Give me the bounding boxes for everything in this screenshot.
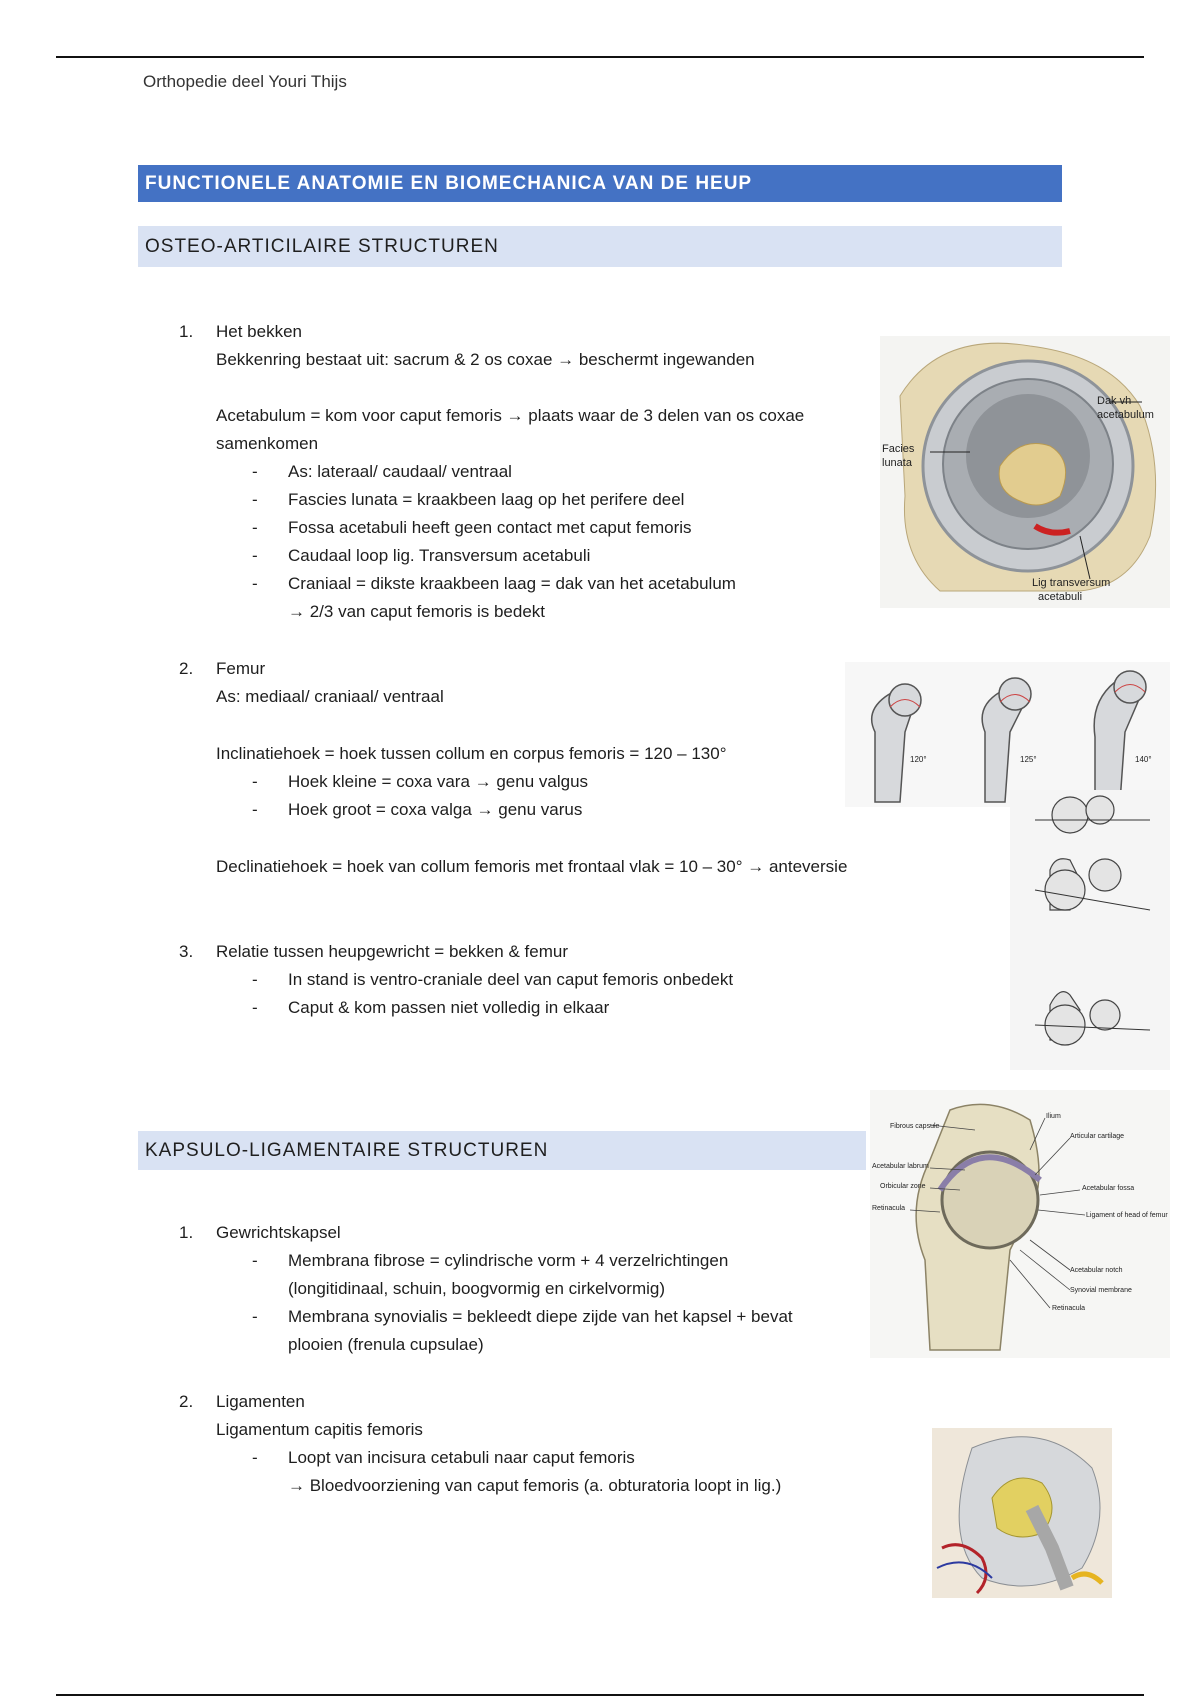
item-title: Gewrichtskapsel [216, 1223, 341, 1242]
section-heading-kapsulo: KAPSULO-LIGAMENTAIRE STRUCTUREN [138, 1131, 866, 1170]
bullet-dash: - [252, 772, 258, 791]
capsule-label: Orbicular zone [880, 1183, 926, 1190]
section-heading-osteo: OSTEO-ARTICILAIRE STRUCTUREN [138, 226, 1062, 267]
capsule-label: Ilium [1046, 1113, 1061, 1120]
bullet-dash: - [252, 1251, 258, 1270]
label-roof-2: acetabulum [1097, 409, 1154, 421]
bullet-dash: - [252, 574, 258, 593]
capsule-figure [870, 1090, 1170, 1358]
bullet-dash: - [252, 490, 258, 509]
item-title: Het bekken [216, 322, 302, 341]
bullet-text: Craniaal = dikste kraakbeen laag = dak van het acetabulum [288, 574, 736, 593]
bullet-text: Membrana synovialis = bekleedt diepe zijde van het kapsel + bevat [288, 1307, 793, 1326]
bullet-dash: - [252, 462, 258, 481]
item-title: Ligamenten [216, 1392, 305, 1411]
bullet-text: Hoek kleine = coxa vara → genu valgus [288, 772, 589, 791]
ligament-figure [932, 1428, 1112, 1598]
capsule-label: Acetabular labrum [872, 1163, 929, 1170]
bullet-text: Fascies lunata = kraakbeen laag op het perifere deel [288, 490, 685, 509]
bottom-rule [56, 1694, 1144, 1696]
bullet-dash: - [252, 546, 258, 565]
bullet-text: Caput & kom passen niet volledig in elkaar [288, 998, 610, 1017]
bullet-text: Hoek groot = coxa valga → genu varus [288, 800, 583, 819]
capsule-label: Ligament of head of femur [1086, 1212, 1168, 1219]
top-rule [56, 56, 1144, 58]
text-line: Bekkenring bestaat uit: sacrum & 2 os coxae → beschermt ingewanden [216, 350, 755, 369]
capsule-label: Synovial membrane [1070, 1287, 1132, 1294]
capsule-label: Retinacula [872, 1205, 906, 1212]
item-title: Femur [216, 659, 266, 678]
item-title: Relatie tussen heupgewricht = bekken & femur [216, 942, 569, 961]
bullet-text: As: lateraal/ caudaal/ ventraal [288, 462, 512, 481]
bullet-text: Loopt van incisura cetabuli naar caput femoris [288, 1448, 635, 1467]
bullet-dash: - [252, 800, 258, 819]
bullet-text: Membrana fibrose = cylindrische vorm + 4 verzelrichtingen [288, 1251, 729, 1270]
angle-label: 140° [1135, 755, 1152, 764]
bullet-dash: - [252, 1307, 258, 1326]
hip-relation-figure [1010, 790, 1170, 1070]
capsule-label: Articular cartilage [1070, 1133, 1125, 1140]
list-number: 2. [179, 1392, 194, 1411]
label-roof-1: Dak vh [1097, 395, 1132, 407]
bullet-continuation: → 2/3 van caput femoris is bedekt [288, 602, 546, 621]
bullet-dash: - [252, 1448, 258, 1467]
bullet-continuation: → Bloedvoorziening van caput femoris (a. obturatoria loopt in lig.) [288, 1476, 782, 1495]
text-line: Acetabulum = kom voor caput femoris → plaats waar de 3 delen van os coxae [216, 406, 805, 425]
angle-label: 120° [910, 755, 927, 764]
text-line: Inclinatiehoek = hoek tussen collum en corpus femoris = 120 – 130° [216, 744, 727, 763]
capsule-label: Acetabular notch [1070, 1267, 1123, 1274]
femur-angles-figure [845, 662, 1170, 807]
label-lig-1: Lig transversum [1032, 577, 1111, 589]
bullet-dash: - [252, 970, 258, 989]
list-number: 1. [179, 1223, 194, 1242]
text-line: samenkomen [216, 434, 319, 453]
label-lig-2: acetabuli [1038, 591, 1083, 603]
bullet-text: In stand is ventro-craniale deel van caput femoris onbedekt [288, 970, 734, 989]
label-facies-1: Facies [882, 443, 915, 455]
bullet-continuation: (longitidinaal, schuin, boogvormig en cirkelvormig) [288, 1279, 666, 1298]
page-header: Orthopedie deel Youri Thijs [143, 72, 347, 91]
capsule-label: Acetabular fossa [1082, 1185, 1135, 1192]
capsule-label: Fibrous capsule [890, 1123, 940, 1130]
angle-label: 125° [1020, 755, 1037, 764]
bullet-text: Caudaal loop lig. Transversum acetabuli [288, 546, 591, 565]
bullet-continuation: plooien (frenula cupsulae) [288, 1335, 484, 1354]
list-number: 1. [179, 322, 194, 341]
text-line: Ligamentum capitis femoris [216, 1420, 423, 1439]
text-line: As: mediaal/ craniaal/ ventraal [216, 687, 444, 706]
acetabulum-figure [880, 336, 1170, 608]
list-number: 2. [179, 659, 194, 678]
bullet-dash: - [252, 998, 258, 1017]
bullet-text: Fossa acetabuli heeft geen contact met caput femoris [288, 518, 692, 537]
main-heading: FUNCTIONELE ANATOMIE EN BIOMECHANICA VAN DE HEUP [138, 165, 1062, 202]
capsule-label: Retinacula [1052, 1305, 1086, 1312]
bullet-dash: - [252, 518, 258, 537]
list-number: 3. [179, 942, 194, 961]
text-line: Declinatiehoek = hoek van collum femoris met frontaal vlak = 10 – 30° → anteversie [216, 857, 848, 876]
label-facies-2: lunata [882, 457, 912, 469]
